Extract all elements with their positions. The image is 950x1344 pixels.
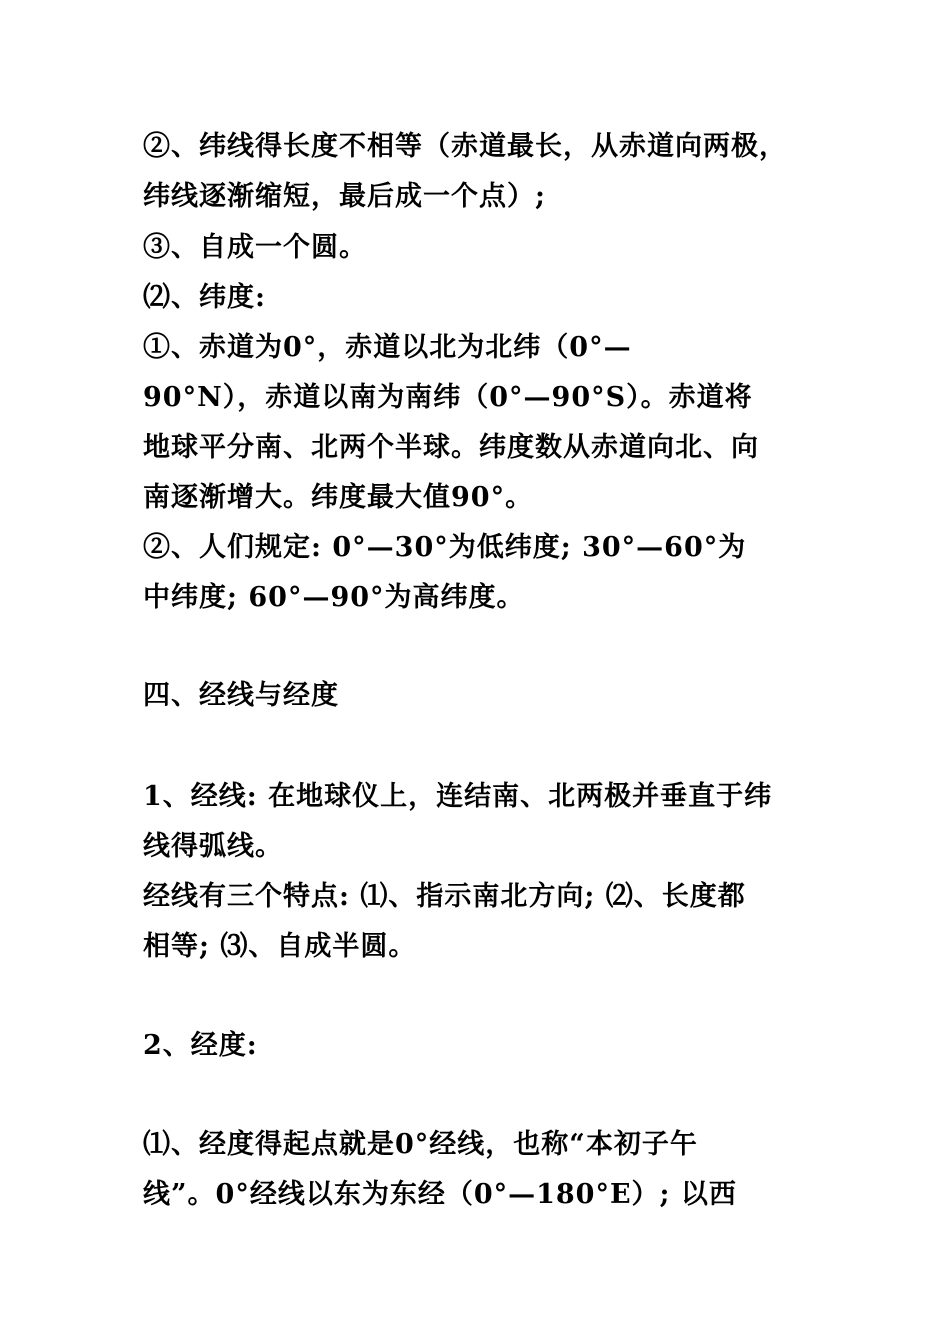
text-line: 中纬度; 60°—90°为高纬度。 xyxy=(143,582,525,613)
text-line: ⑴、经度得起点就是0°经线，也称“本初子午 xyxy=(143,1129,698,1160)
text-line: ①、赤道为0°，赤道以北为北纬（0°— xyxy=(143,332,632,363)
text-line: 90°N），赤道以南为南纬（0°—90°S）。赤道将 xyxy=(143,382,753,413)
text-line: 线得弧线。 xyxy=(143,831,283,862)
text-line: 南逐渐增大。纬度最大值90°。 xyxy=(143,482,534,513)
text-line: 地球平分南、北两个半球。纬度数从赤道向北、向 xyxy=(143,432,759,463)
text-line: 纬线逐渐缩短，最后成一个点）; xyxy=(143,181,546,212)
text-line: 2、经度: xyxy=(143,1030,258,1061)
text-line: ③、自成一个圆。 xyxy=(143,232,367,263)
text-line: 相等; ⑶、自成半圆。 xyxy=(143,931,417,962)
text-line: 1、经线: 在地球仪上，连结南、北两极并垂直于纬 xyxy=(143,781,773,812)
text-line: ②、纬线得长度不相等（赤道最长，从赤道向两极， xyxy=(143,131,787,162)
text-line: 经线有三个特点: ⑴、指示南北方向; ⑵、长度都 xyxy=(143,881,746,912)
text-line: ②、人们规定: 0°—30°为低纬度; 30°—60°为 xyxy=(143,532,747,563)
section-heading: 四、经线与经度 xyxy=(143,680,339,711)
text-line: 线”。0°经线以东为东经（0°—180°E）; 以西 xyxy=(143,1179,737,1210)
text-line: ⑵、纬度: xyxy=(143,282,266,313)
